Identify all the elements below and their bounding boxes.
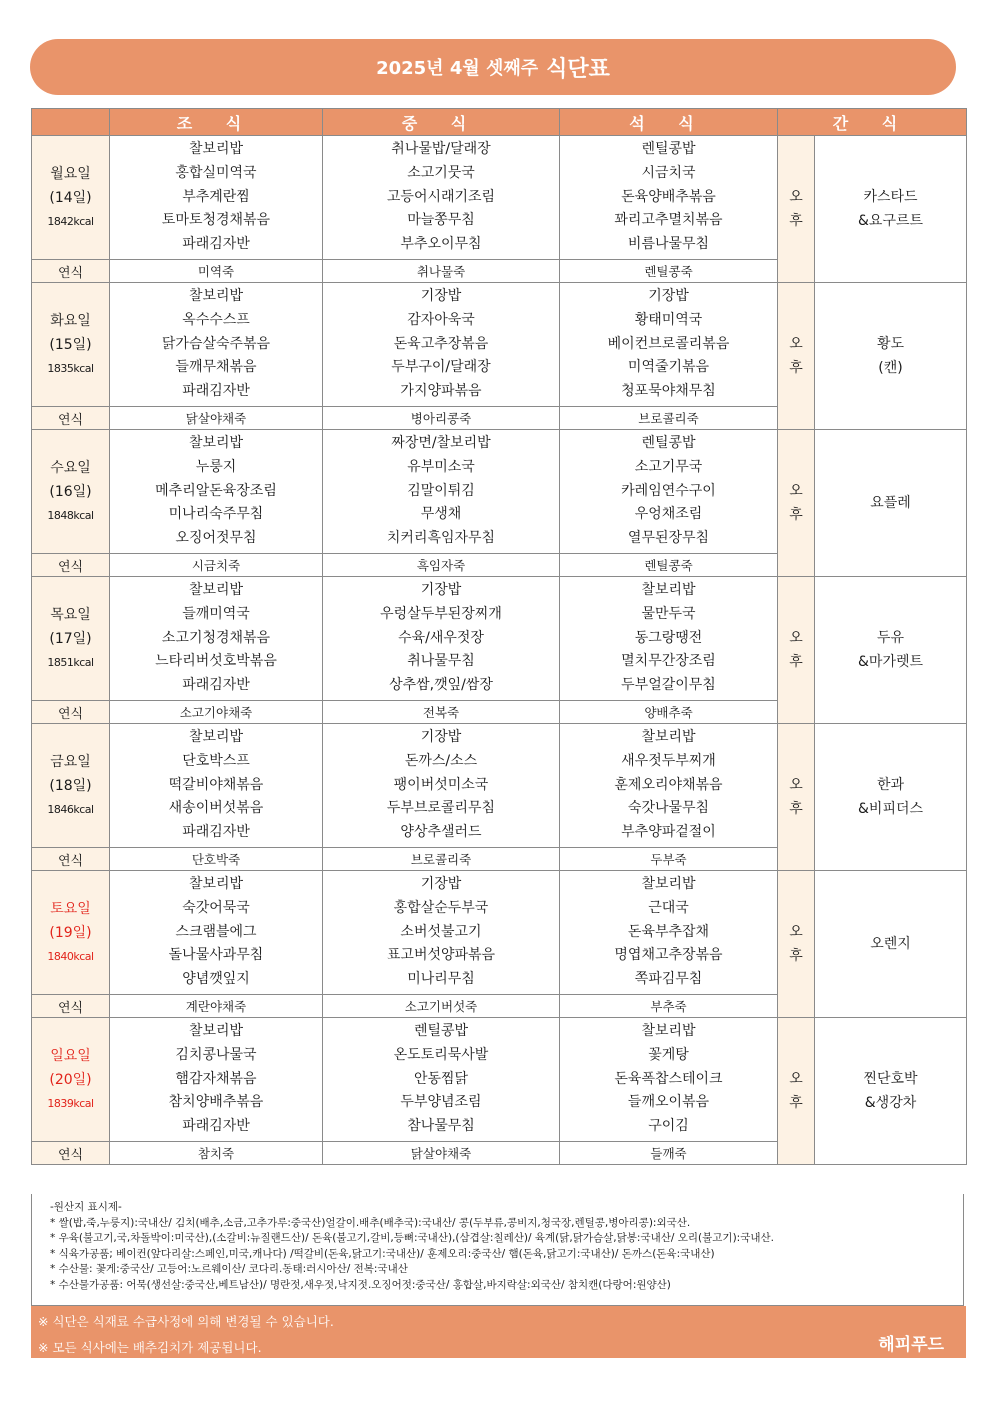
menu-item: 미나리무침: [407, 971, 475, 988]
day-kcal: 1839kcal: [47, 1096, 94, 1110]
menu-item: 부추오이무침: [400, 236, 482, 253]
menu-item: 마늘쫑무침: [407, 212, 475, 229]
menu-item: 숙갓어묵국: [182, 899, 250, 916]
menu-item: 황태미역국: [634, 311, 703, 328]
menu-item: 유부미소국: [407, 458, 475, 475]
menu-item: 파래김자반: [182, 824, 250, 841]
menu-item: 두부얼갈이무침: [621, 677, 716, 694]
menu-item: 찰보리밥: [188, 141, 244, 157]
snack-cell: [815, 577, 967, 724]
day-name: 일요일: [50, 1047, 91, 1064]
menu-item: 찰보리밥: [188, 582, 244, 598]
menu-item: 돌나물사과무침: [168, 947, 264, 964]
menu-item: 기장밥: [420, 288, 462, 304]
notes-line: * 수산물가공품: 어묵(생선살:중국산,베트남산)/ 명란젓,새우젓,낙지젓.오징어젓:중국산/ 홍합살,바지락살:외국산/ 참치캔(다랑어:원양산): [50, 1278, 671, 1291]
snack-item: (캔): [878, 360, 903, 376]
menu-item: 가지양파볶음: [400, 383, 482, 400]
menu-item: 렌틸콩밥: [413, 1023, 469, 1039]
menu-item: 취나물밥/달래장: [391, 141, 491, 157]
day-row: [32, 724, 967, 848]
day-date: (19일): [49, 924, 92, 941]
menu-item: 홍합살순두부국: [393, 899, 489, 916]
menu-item: 표고버섯양파볶음: [386, 947, 496, 964]
dinner-cell: [560, 871, 778, 995]
menu-item: 파래김자반: [182, 383, 250, 400]
soft-diet-label: 연식: [32, 701, 110, 724]
menu-item: 파래김자반: [182, 1118, 250, 1135]
soft-diet-item: 단호박죽: [110, 848, 323, 871]
soft-diet-item: 미역죽: [110, 260, 323, 283]
snack-item: 한과: [876, 777, 905, 793]
soft-diet-item: 렌틸콩죽: [560, 260, 778, 283]
day-cell: [32, 577, 110, 701]
day-date: (20일): [49, 1071, 92, 1088]
lunch-cell: [323, 1018, 560, 1142]
snack-item: 찐단호박: [863, 1071, 918, 1087]
menu-item: 무생채: [420, 506, 462, 523]
menu-item: 토마토청경채볶음: [161, 212, 271, 229]
footer: [31, 1306, 966, 1358]
menu-item: 홍합실미역국: [175, 164, 257, 181]
day-date: (18일): [49, 777, 92, 794]
menu-item: 렌틸콩밥: [641, 141, 696, 157]
menu-item: 수육/새우젓장: [398, 629, 484, 646]
day-name: 목요일: [50, 606, 91, 623]
menu-item: 메추리알돈육장조림: [155, 482, 277, 499]
menu-item: 찰보리밥: [188, 876, 244, 892]
snack-item: &생강차: [864, 1095, 917, 1111]
breakfast-cell: [110, 1018, 323, 1142]
origin-notes: [31, 1194, 964, 1306]
day-name: 수요일: [50, 459, 91, 476]
menu-item: 열무된장무침: [627, 530, 710, 547]
lunch-cell: [323, 136, 560, 260]
snack-item: 요플레: [870, 495, 911, 511]
dinner-cell: [560, 1018, 778, 1142]
breakfast-cell: [110, 724, 323, 848]
soft-diet-item: 계란야채죽: [110, 995, 323, 1018]
lunch-cell: [323, 430, 560, 554]
notes-line: * 식육가공품; 베이컨(앞다리살:스페인,미국,캐나다) /떡갈비(돈육,닭고기:국내산)/ 훈제오리:중국산/ 햄(돈육,닭고기:국내산)/ 돈까스(돈육:국내산): [50, 1247, 715, 1260]
menu-item: 동그랑땡전: [634, 629, 703, 646]
menu-item: 돈육고추장볶음: [393, 335, 489, 352]
page-title: 식단표: [546, 56, 610, 82]
snack-item: 카스타드: [863, 189, 918, 205]
menu-item: 치커리흑임자무침: [386, 530, 496, 547]
menu-item: 안동찜닭: [413, 1070, 469, 1087]
menu-item: 찰보리밥: [188, 1023, 244, 1039]
soft-diet-label: 연식: [32, 554, 110, 577]
menu-item: 파래김자반: [182, 677, 250, 694]
menu-item: 들깨미역국: [182, 605, 250, 622]
breakfast-cell: [110, 577, 323, 701]
soft-diet-label: 연식: [32, 995, 110, 1018]
menu-item: 새송이버섯볶음: [168, 800, 264, 817]
menu-item: 시금치국: [641, 164, 696, 181]
menu-item: 두부구이/달래장: [391, 359, 491, 376]
snack-cell: [815, 1018, 967, 1165]
day-date: (15일): [49, 336, 92, 353]
menu-item: 돈까스/소스: [404, 752, 478, 769]
menu-item: 두부양념조림: [400, 1094, 482, 1111]
menu-item: 꽈리고추멸치볶음: [614, 212, 723, 229]
menu-item: 돈육폭찹스테이크: [614, 1070, 723, 1087]
snack-cell: [815, 136, 967, 283]
breakfast-cell: [110, 871, 323, 995]
soft-diet-label: 연식: [32, 1142, 110, 1165]
footer-note-change: ※ 식단은 식재료 수급사정에 의해 변경될 수 있습니다.: [38, 1314, 334, 1329]
day-row: [32, 430, 967, 554]
menu-item: 기장밥: [420, 582, 462, 598]
snack-item: &요구르트: [858, 213, 924, 229]
snack-item: 황도: [876, 336, 905, 352]
menu-item: 누룽지: [195, 458, 237, 475]
snack-time-label: 오 후: [789, 1071, 803, 1111]
menu-item: 두부브로콜리무침: [386, 800, 496, 817]
day-date: (17일): [49, 630, 92, 647]
menu-item: 소고기무국: [634, 458, 703, 475]
menu-item: 옥수수스프: [182, 311, 250, 328]
snack-time-cell: [778, 577, 815, 724]
header-breakfast: 조 식: [110, 109, 323, 136]
footer-note-kimchi: ※ 모든 식사에는 배추김치가 제공됩니다.: [38, 1340, 262, 1355]
menu-item: 상추쌈,깻잎/쌈장: [389, 677, 493, 694]
menu-item: 찰보리밥: [641, 582, 696, 598]
soft-diet-item: 브로콜리죽: [560, 407, 778, 430]
soft-diet-item: 브로콜리죽: [323, 848, 560, 871]
menu-item: 찰보리밥: [188, 729, 244, 745]
day-kcal: 1840kcal: [47, 949, 94, 963]
snack-item: &비피더스: [858, 801, 924, 817]
menu-item: 돈육양배추볶음: [621, 188, 716, 205]
soft-diet-item: 취나물죽: [323, 260, 560, 283]
dinner-cell: [560, 577, 778, 701]
soft-diet-item: 시금치죽: [110, 554, 323, 577]
snack-time-cell: [778, 1018, 815, 1165]
snack-time-cell: [778, 871, 815, 1018]
day-name: 월요일: [50, 165, 91, 182]
snack-cell: [815, 283, 967, 430]
menu-item: 햄감자채볶음: [175, 1070, 257, 1087]
day-cell: [32, 283, 110, 407]
menu-item: 미역줄기볶음: [627, 359, 710, 376]
menu-item: 소버섯불고기: [400, 923, 482, 940]
menu-item: 양념깻잎지: [182, 971, 250, 988]
menu-item: 카레임연수구이: [621, 482, 716, 499]
menu-item: 찰보리밥: [641, 729, 696, 745]
menu-item: 감자아욱국: [407, 311, 475, 328]
header-row: [32, 109, 967, 136]
menu-item: 파래김자반: [182, 236, 250, 253]
snack-time-label: 오 후: [789, 336, 803, 376]
snack-item: &마가렛트: [858, 654, 924, 670]
soft-diet-item: 닭살야채죽: [323, 1142, 560, 1165]
soft-diet-item: 전복죽: [323, 701, 560, 724]
menu-item: 떡갈비야채볶음: [168, 776, 264, 793]
menu-item: 소고기청경채볶음: [161, 629, 271, 646]
day-name: 금요일: [50, 753, 91, 770]
menu-item: 기장밥: [648, 288, 689, 304]
menu-item: 새우젓두부찌개: [621, 752, 716, 769]
title-banner: [30, 39, 956, 95]
menu-item: 오징어젓무침: [175, 530, 257, 547]
snack-time-cell: [778, 430, 815, 577]
menu-item: 구이김: [648, 1118, 689, 1135]
menu-item: 고등어시래기조림: [386, 188, 496, 205]
day-cell: [32, 724, 110, 848]
day-row: [32, 871, 967, 995]
brand-logo: 해피푸드: [878, 1335, 944, 1355]
snack-time-label: 오 후: [789, 630, 803, 670]
title-prefix: 2025년 4월 셋째주: [376, 58, 539, 79]
dinner-cell: [560, 136, 778, 260]
day-kcal: 1835kcal: [47, 361, 94, 375]
snack-time-cell: [778, 724, 815, 871]
soft-diet-item: 흑임자죽: [323, 554, 560, 577]
soft-diet-label: 연식: [32, 848, 110, 871]
notes-title: -원산지 표시제-: [50, 1201, 122, 1213]
snack-time-label: 오 후: [789, 924, 803, 964]
day-row: [32, 136, 967, 260]
menu-item: 꽃게탕: [648, 1046, 689, 1063]
day-cell: [32, 1018, 110, 1142]
notes-line: * 수산물: 꽃게:중국산/ 고등어:노르웨이산/ 코다리.동태:러시아산/ 전복:국내산: [50, 1263, 408, 1275]
menu-item: 찰보리밥: [641, 1023, 696, 1039]
menu-item: 소고기뭇국: [407, 164, 475, 181]
menu-item: 팽이버섯미소국: [393, 776, 489, 793]
day-row: [32, 283, 967, 407]
menu-item: 부추양파겉절이: [621, 824, 716, 841]
lunch-cell: [323, 724, 560, 848]
header-day: [32, 109, 110, 136]
menu-item: 기장밥: [420, 729, 462, 745]
menu-table: [31, 108, 967, 1165]
menu-item: 미나리숙주무침: [168, 506, 264, 523]
menu-item: 비름나물무침: [627, 236, 710, 253]
menu-item: 찰보리밥: [188, 288, 244, 304]
menu-item: 멸치무간장조림: [621, 653, 716, 670]
notes-line: * 우육(불고기,국,차돌박이:미국산),(소갈비:뉴질랜드산)/ 돈육(불고기,갈비,등뼈:국내산),(삼겹살:칠레산)/ 육계(닭,닭가슴살,닭봉:국내산/ 오리(불고기):국내산.: [50, 1232, 774, 1244]
breakfast-cell: [110, 283, 323, 407]
header-snack: 간 식: [778, 109, 967, 136]
snack-item: 두유: [876, 630, 905, 646]
menu-item: 취나물무침: [407, 653, 475, 670]
menu-item: 기장밥: [420, 876, 462, 892]
menu-item: 단호박스프: [182, 752, 250, 769]
snack-cell: [815, 871, 967, 1018]
snack-item: 오렌지: [870, 936, 911, 952]
soft-diet-item: 부추죽: [560, 995, 778, 1018]
dinner-cell: [560, 724, 778, 848]
soft-diet-item: 두부죽: [560, 848, 778, 871]
header-dinner: 석 식: [560, 109, 778, 136]
day-kcal: 1846kcal: [47, 802, 94, 816]
snack-time-label: 오 후: [789, 189, 803, 229]
dinner-cell: [560, 430, 778, 554]
menu-item: 김말이튀김: [407, 482, 475, 499]
menu-item: 돈육부추잡채: [627, 923, 710, 940]
snack-cell: [815, 430, 967, 577]
snack-time-cell: [778, 136, 815, 283]
menu-item: 짜장면/찰보리밥: [391, 435, 491, 451]
snack-time-label: 오 후: [789, 483, 803, 523]
soft-diet-item: 참치죽: [110, 1142, 323, 1165]
lunch-cell: [323, 283, 560, 407]
breakfast-cell: [110, 430, 323, 554]
soft-diet-label: 연식: [32, 407, 110, 430]
menu-item: 명엽채고추장볶음: [614, 947, 723, 964]
lunch-cell: [323, 871, 560, 995]
menu-item: 청포묵야채무침: [621, 383, 716, 400]
soft-diet-item: 렌틸콩죽: [560, 554, 778, 577]
menu-item: 찰보리밥: [188, 435, 244, 451]
day-kcal: 1848kcal: [47, 508, 94, 522]
snack-time-cell: [778, 283, 815, 430]
menu-item: 숙갓나물무침: [627, 800, 710, 817]
day-cell: [32, 136, 110, 260]
day-name: 화요일: [50, 312, 91, 329]
dinner-cell: [560, 283, 778, 407]
lunch-cell: [323, 577, 560, 701]
soft-diet-item: 소고기버섯죽: [323, 995, 560, 1018]
menu-item: 훈제오리야채볶음: [614, 776, 723, 793]
snack-cell: [815, 724, 967, 871]
soft-diet-item: 병아리콩죽: [323, 407, 560, 430]
menu-item: 부추계란찜: [182, 188, 250, 205]
day-cell: [32, 871, 110, 995]
soft-diet-item: 들깨죽: [560, 1142, 778, 1165]
soft-diet-item: 닭살야채죽: [110, 407, 323, 430]
menu-item: 느타리버섯호박볶음: [155, 653, 277, 670]
menu-item: 베이컨브로콜리볶음: [607, 335, 730, 352]
menu-item: 스크램블에그: [175, 923, 257, 940]
soft-diet-label: 연식: [32, 260, 110, 283]
menu-item: 들깨오이볶음: [627, 1094, 710, 1111]
menu-item: 참치양배추볶음: [168, 1094, 264, 1111]
header-lunch: 중 식: [323, 109, 560, 136]
breakfast-cell: [110, 136, 323, 260]
menu-item: 우렁살두부된장찌개: [380, 605, 502, 622]
day-kcal: 1842kcal: [47, 214, 94, 228]
day-cell: [32, 430, 110, 554]
menu-item: 양상추샐러드: [400, 824, 482, 841]
day-row: [32, 1018, 967, 1142]
day-name: 토요일: [50, 900, 91, 917]
day-date: (14일): [49, 189, 92, 206]
day-date: (16일): [49, 483, 92, 500]
notes-line: * 쌀(밥,죽,누룽지):국내산/ 김치(배추,소금,고추가루:중국산)얼갈이.배추(배추국):국내산/ 콩(두부류,콩비지,청국장,렌틸콩,병아리콩):외국산.: [50, 1216, 691, 1229]
soft-diet-item: 소고기야채죽: [110, 701, 323, 724]
menu-item: 렌틸콩밥: [641, 435, 696, 451]
day-kcal: 1851kcal: [47, 655, 94, 669]
menu-item: 찰보리밥: [641, 876, 696, 892]
menu-item: 김치콩나물국: [175, 1046, 257, 1063]
menu-item: 닭가슴살숙주볶음: [161, 335, 271, 352]
menu-item: 들깨무채볶음: [175, 359, 257, 376]
snack-time-label: 오 후: [789, 777, 803, 817]
menu-item: 물만두국: [641, 605, 696, 622]
day-row: [32, 577, 967, 701]
menu-item: 온도토리묵사발: [393, 1046, 489, 1063]
menu-item: 근대국: [648, 899, 689, 916]
soft-diet-item: 양배추죽: [560, 701, 778, 724]
menu-item: 참나물무침: [407, 1118, 475, 1135]
menu-item: 쪽파김무침: [634, 971, 703, 988]
menu-item: 우엉채조림: [634, 506, 703, 523]
